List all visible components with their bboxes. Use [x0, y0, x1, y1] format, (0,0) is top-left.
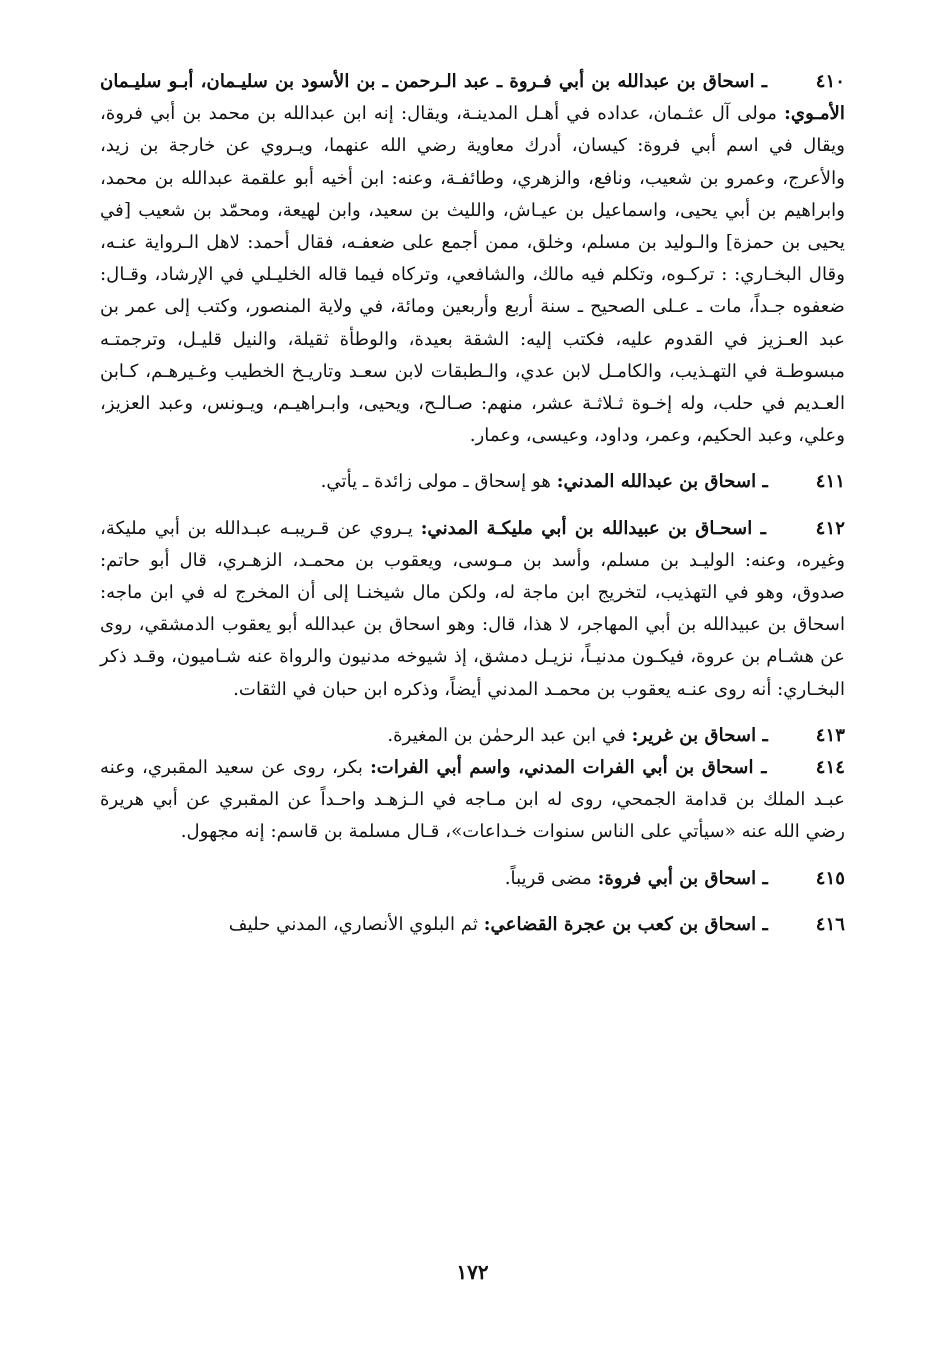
entry-heading: ـ اسحاق بن أبي فروة: [597, 867, 768, 889]
entry-number: ٤١٦ [815, 913, 845, 935]
entry-body: بكر، روى عن سعيد المقبري، وعنه عبـد الملك بن قدامة الجمحي، روى له ابن مـاجه في الـزهـد واحـداً عن المقبري عن أبي هريرة رضي الله عنه «سيأتي على الناس سنوات خـداعات»، قـال مسلمة بن قاسم: إنه مجهول. [100, 757, 845, 843]
entry-body: مضى قريباً. [504, 867, 592, 889]
entry-413 [100, 720, 845, 752]
entry-410 [100, 66, 845, 452]
page-number: ١٧٢ [456, 1260, 489, 1284]
entry-number: ٤١٠ [815, 71, 845, 92]
entry-body: مولى آل عثـمان، عداده في أهـل المدينـة، ويقال: إنه ابن عبدالله بن محمد بن أبي فروة، ويقال في اسم أبي فروة: كيسان، أدرك معاوية رضي الله عنهما، ويـروي عن خارجة بن زيد، والأعرج، وعمرو بن شعيب، ونافع، والزهري، وطائفـة، وعنه: ابن أخيه أبو علقمة عبدالله بن محمد، وابراهيم بن أبي يحيى، واسماعيل بن عيـاش، والليث بن سعيد، وابن لهيعة، ومحمّد بن شعيب [في يحيى بن حمزة] والـوليد بن مسلم، وخلق، ممن أجمع على ضعفـه، فقال أحمد: لاهل الـرواية عنـه، وقال البخـاري: : تركـوه، وتكلم فيه مالك، والشافعي، وتركاه فيما قاله الخليـلي في الإرشاد، وقـال: ضعفوه جـداً، مات ـ عـلى الصحيح ـ سنة أربع وأربعين ومائة، في ولاية المنصور، وكتب إلى عمر بن عبد العـزيز في القدوم عليه، فكتب إليه: الشقة بعيدة، والوطأة ثقيلة، والنيل قليـل، وترجمتـه مبسوطـة في التهـذيب، والكامـل لابن عدي، والـطبقات لابن سعـد وتاريـخ الخطيب وغـيرهـم، كـابن العـديم في حلب، وله إخـوة ثـلاثـة عشر، منهم: صـالـح، ويحيى، وابـراهيـم، ويـونس، وعبد العزيز، وعلي، وعبد الحكيم، وعمر، وداود، وعيسى، وعمار. [100, 103, 845, 447]
entry-415 [100, 863, 845, 895]
entry-heading: ـ اسحاق بن عبدالله المدني: [556, 471, 768, 493]
entry-number: ٤١٣ [815, 724, 845, 746]
entry-body: هو إسحاق ـ مولى زائدة ـ يأتي. [320, 471, 551, 493]
entry-411 [100, 466, 845, 498]
entry-412 [100, 513, 845, 706]
entry-414 [100, 752, 845, 849]
entry-heading: ـ اسحاق بن عبدالله بن أبي فـروة ـ عبد الـرحمن ـ بن الأسود بن سليـمان، أبـو سليـمان الأمـوي: [100, 71, 845, 125]
entry-body: يـروي عن قـريبـه عبـدالله بن أبي مليكة، وغيره، وعنه: الوليـد بن مسلم، وأسد بن مـوسى، ويعقوب بن محمـد، الزهـري، قال أبو حاتم: صدوق، وهو في التهذيب، لتخريج ابن ماجة له، ولكن مال شيخنـا إلى أن المخرج له في ابن ماجه: اسحاق بن عبيدالله بن أبي المهاجر، لا هذا، قال: وهو اسحاق بن عبدالله أبو يعقوب الدمشقي، روى عن هشـام بن عروة، فيكـون مدنيـاً، نزيـل دمشق، إذ شيوخه مدنيون والرواة عنه شـاميون، وقـد ذكر البخـاري: أنه روى عنـه يعقوب بن محمـد المدني أيضاً، وذكره ابن حبان في الثقات. [100, 517, 845, 700]
entry-heading: ـ اسحاق بن كعب بن عجرة القضاعي: [483, 913, 768, 935]
entry-body: ثم البلوي الأنصاري، المدني حليف [228, 913, 478, 935]
entry-body: في ابن عبد الرحمٰن بن المغيرة. [387, 724, 626, 746]
entry-number: ٤١٢ [815, 517, 845, 539]
entry-416 [100, 909, 845, 941]
page-body [100, 66, 845, 941]
entry-number: ٤١٤ [815, 757, 845, 779]
entry-heading: ـ اسحـاق بن عبيدالله بن أبي مليكـة المدني: [420, 517, 766, 539]
entry-heading: ـ اسحاق بن أبي الفرات المدني، واسم أبي الفرات: [370, 757, 767, 779]
entry-number: ٤١١ [815, 471, 845, 493]
entry-number: ٤١٥ [815, 867, 845, 889]
entry-heading: ـ اسحاق بن غرير: [631, 724, 768, 746]
